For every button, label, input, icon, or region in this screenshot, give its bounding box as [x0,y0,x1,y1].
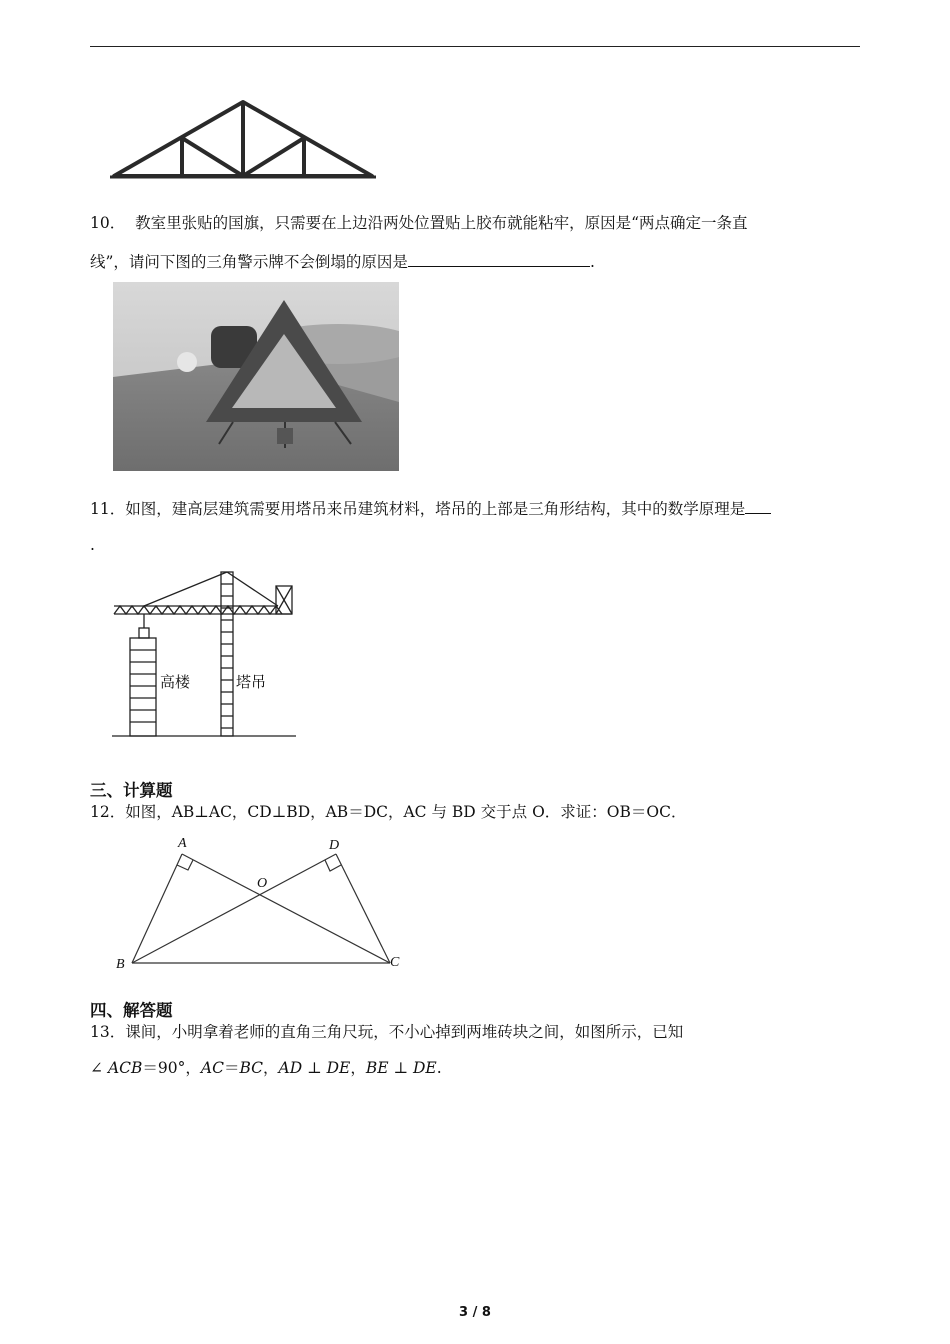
q12-text: 12．如图，AB⊥AC，CD⊥BD，AB＝DC，AC 与 BD 交于点 O．求证：OB＝OC． [90,803,687,821]
label-c: C [390,955,400,970]
segment-ab [132,854,182,963]
right-angle-a [177,860,193,870]
q11-line1 [90,497,771,519]
q13-line1: 13．课间，小明拿着老师的直角三角尺玩，不小心掉到两堆砖块之间，如图所示，已知 [90,1023,684,1041]
segment-bd [132,854,336,963]
header-rule [90,46,860,47]
q11-line2: . [90,536,95,554]
building-floors [130,650,156,722]
q10-text-line1: 教室里张贴的国旗，只需要在上边沿两处位置贴上胶布就能粘牢，原因是“两点确定一条直 [135,214,748,232]
q10-number: 10． [90,214,126,232]
page-number: 3 / 8 [459,1305,491,1320]
q10-answer-blank[interactable] [408,250,590,267]
truss-left-brace [182,138,243,176]
right-angle-d [325,860,341,871]
warning-triangle-photo [113,282,399,471]
q10-line2: 线”，请问下图的三角警示牌不会倒塌的原因是 . [90,250,595,272]
q11-answer-blank[interactable] [745,497,771,514]
q10-text-line2: 线”，请问下图的三角警示牌不会倒塌的原因是 [90,253,408,271]
crane-front-tie [144,572,227,606]
section-4-title: 四、解答题 [90,1001,173,1020]
label-d: D [329,838,340,853]
crane-jib-lattice [114,606,282,614]
section-3-title: 三、计算题 [90,781,173,800]
segment-ac [182,854,390,963]
building [130,638,156,736]
q10-line1 [90,213,748,233]
q11-text-line1: 11．如图，建高层建筑需要用塔吊来吊建筑材料，塔吊的上部是三角形结构，其中的数学原理是 [90,500,746,518]
label-b: B [116,957,125,972]
tower-crane-figure [110,568,300,740]
building-label: 高楼 [160,673,191,691]
label-o: O [257,876,268,891]
truss-right-brace [243,138,304,176]
q13-line2: ∠ ACB＝90°，AC＝BC，AD ⊥ DE，BE ⊥ DE. [90,1059,442,1077]
crane-label: 塔吊 [236,673,267,691]
label-a: A [178,836,187,851]
segment-dc [336,854,390,963]
roof-truss-figure [110,96,378,182]
crane-back-tie [227,572,278,606]
q12-geometry-figure [110,832,410,978]
